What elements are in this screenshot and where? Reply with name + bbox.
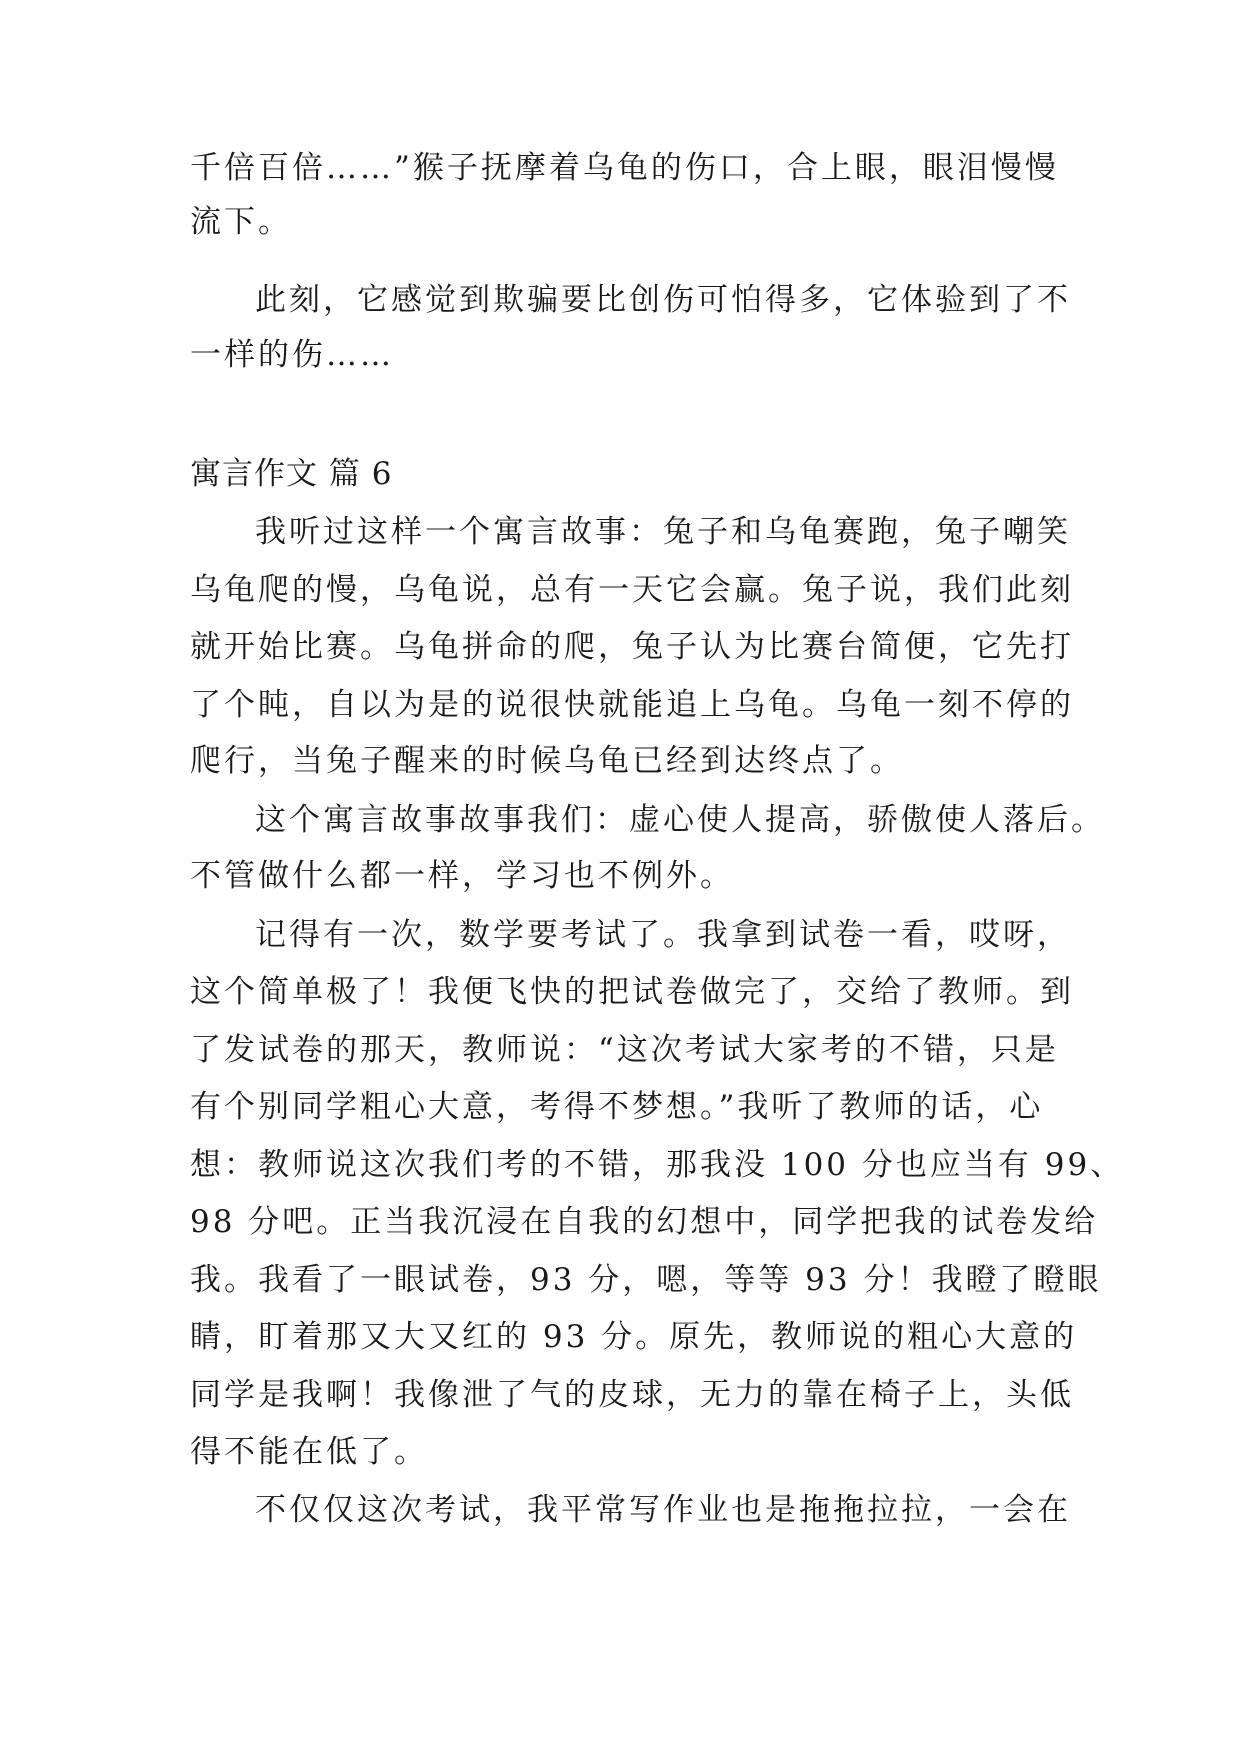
- section-heading: 寓言作文 篇 6: [190, 456, 393, 492]
- text-line: 记得有一次，数学要考试了。我拿到试卷一看，哎呀，: [255, 917, 1071, 953]
- text-line: 同学是我啊！我像泄了气的皮球，无力的靠在椅子上，头低: [190, 1377, 1074, 1413]
- text-line: 一样的伤……: [190, 337, 394, 373]
- text-line: 流下。: [190, 204, 292, 240]
- text-line: 得不能在低了。: [190, 1434, 428, 1470]
- text-line: 了个盹，自以为是的说很快就能追上乌龟。乌龟一刻不停的: [190, 687, 1074, 723]
- text-line: 千倍百倍……”猴子抚摩着乌龟的伤口，合上眼，眼泪慢慢: [190, 150, 1059, 186]
- text-line: 爬行，当兔子醒来的时候乌龟已经到达终点了。: [190, 743, 904, 779]
- text-line: 这个简单极了！我便飞快的把试卷做完了，交给了教师。到: [190, 974, 1074, 1010]
- text-line: 睛，盯着那又大又红的 93 分。原先，教师说的粗心大意的: [190, 1319, 1078, 1355]
- text-line: 乌龟爬的慢，乌龟说，总有一天它会赢。兔子说，我们此刻: [190, 572, 1074, 608]
- text-line: 了发试卷的那天，教师说：“这次考试大家考的不错，只是: [190, 1032, 1059, 1068]
- text-line: 我。我看了一眼试卷，93 分，嗯，等等 93 分！我瞪了瞪眼: [190, 1262, 1102, 1298]
- text-line: 不管做什么都一样，学习也不例外。: [190, 858, 734, 894]
- text-line: 有个别同学粗心大意，考得不梦想。”我听了教师的话，心: [190, 1089, 1044, 1125]
- text-line: 这个寓言故事故事我们：虚心使人提高，骄傲使人落后。: [255, 802, 1105, 838]
- text-line: 就开始比赛。乌龟拼命的爬，兔子认为比赛台简便，它先打: [190, 629, 1074, 665]
- text-line: 我听过这样一个寓言故事：兔子和乌龟赛跑，兔子嘲笑: [255, 514, 1071, 550]
- text-line: 此刻，它感觉到欺骗要比创伤可怕得多，它体验到了不: [255, 282, 1071, 318]
- text-line: 98 分吧。正当我沉浸在自我的幻想中，同学把我的试卷发给: [190, 1204, 1099, 1240]
- text-line: 想：教师说这次我们考的不错，那我没 100 分也应当有 99、: [190, 1147, 1125, 1183]
- text-line: 不仅仅这次考试，我平常写作业也是拖拖拉拉，一会在: [255, 1492, 1071, 1528]
